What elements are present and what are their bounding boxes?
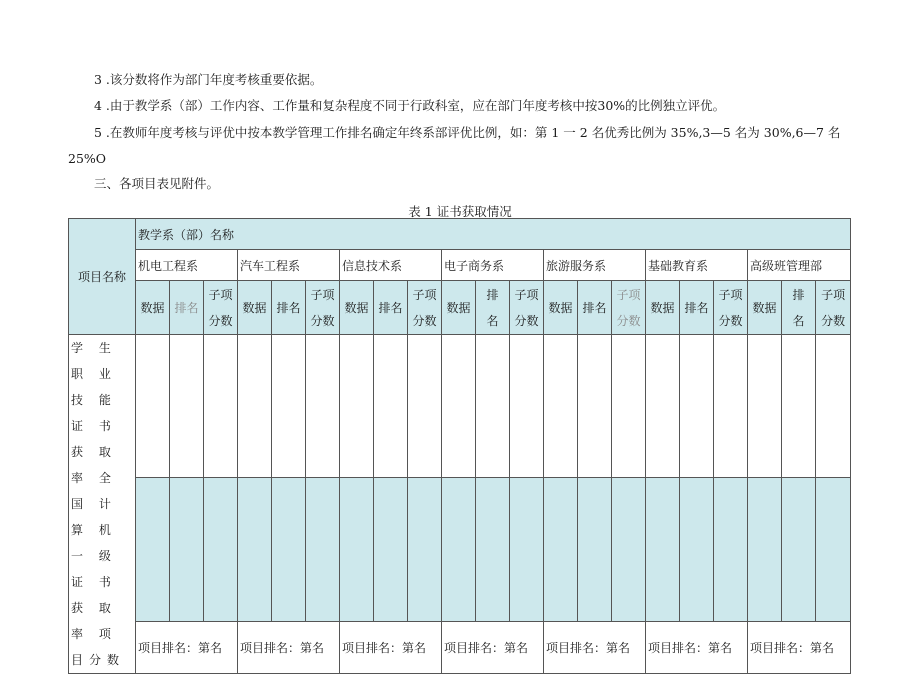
data-cell[interactable] xyxy=(136,335,170,478)
data-cell[interactable] xyxy=(578,478,612,621)
data-cell[interactable] xyxy=(816,335,851,478)
data-cell[interactable] xyxy=(272,335,306,478)
data-cell[interactable] xyxy=(646,335,680,478)
data-cell[interactable] xyxy=(170,478,204,621)
subheader-score: 子项 分数 xyxy=(714,281,748,335)
data-cell[interactable] xyxy=(782,478,816,621)
data-cell[interactable] xyxy=(136,478,170,621)
paragraph-5-continued: 25%O xyxy=(68,151,107,166)
data-cell[interactable] xyxy=(238,335,272,478)
data-cell[interactable] xyxy=(408,478,442,621)
dept-header-lvyou: 旅游服务系 xyxy=(544,250,646,281)
subheader-score: 子项 分数 xyxy=(510,281,544,335)
data-cell[interactable] xyxy=(510,335,544,478)
dept-header-jidian: 机电工程系 xyxy=(136,250,238,281)
subheader-score: 子项 分数 xyxy=(306,281,340,335)
subheader-score: 子项 分数 xyxy=(612,281,646,335)
subheader-data: 数据 xyxy=(442,281,476,335)
subheader-score: 子项 分数 xyxy=(204,281,238,335)
data-cell[interactable] xyxy=(306,478,340,621)
table-caption: 表 1 证书获取情况 xyxy=(408,204,512,219)
paragraph-3: 3 .该分数将作为部门年度考核重要依据。 xyxy=(94,72,323,87)
paragraph-4: 4 .由于教学系（部）工作内容、工作量和复杂程度不同于行政科室，应在部门年度考核中按30%的比例独立评优。 xyxy=(94,98,726,113)
subheader-data: 数据 xyxy=(646,281,680,335)
row-label-certificate-rate: 学 生 职 业 技 能 证 书 获 取 率 全 国 计 算 机 一 级 证 书 获 取 率 项 目分数 xyxy=(69,335,136,674)
dept-name-header: 教学系（部）名称 xyxy=(136,219,851,250)
subheader-rank: 排 名 xyxy=(476,281,510,335)
data-cell[interactable] xyxy=(680,478,714,621)
data-cell[interactable] xyxy=(408,335,442,478)
data-cell[interactable] xyxy=(782,335,816,478)
project-rank-cell[interactable]: 项目排名：第名 xyxy=(238,621,340,673)
data-cell[interactable] xyxy=(204,335,238,478)
project-rank-cell[interactable]: 项目排名：第名 xyxy=(442,621,544,673)
project-rank-cell[interactable]: 项目排名：第名 xyxy=(544,621,646,673)
dept-header-xinxi: 信息技术系 xyxy=(340,250,442,281)
subheader-rank: 排名 xyxy=(578,281,612,335)
subheader-score: 子项 分数 xyxy=(816,281,851,335)
dept-header-qiche: 汽车工程系 xyxy=(238,250,340,281)
data-cell[interactable] xyxy=(442,478,476,621)
subheader-rank: 排名 xyxy=(170,281,204,335)
data-cell[interactable] xyxy=(238,478,272,621)
data-cell[interactable] xyxy=(476,335,510,478)
subheader-rank: 排名 xyxy=(680,281,714,335)
data-cell[interactable] xyxy=(714,335,748,478)
data-cell[interactable] xyxy=(272,478,306,621)
data-cell[interactable] xyxy=(340,478,374,621)
dept-header-jichu: 基础教育系 xyxy=(646,250,748,281)
subheader-rank: 排名 xyxy=(272,281,306,335)
data-cell[interactable] xyxy=(476,478,510,621)
data-cell[interactable] xyxy=(714,478,748,621)
subheader-rank: 排名 xyxy=(374,281,408,335)
data-cell[interactable] xyxy=(340,335,374,478)
data-cell[interactable] xyxy=(680,335,714,478)
subheader-data: 数据 xyxy=(340,281,374,335)
data-cell[interactable] xyxy=(578,335,612,478)
data-cell[interactable] xyxy=(170,335,204,478)
data-cell[interactable] xyxy=(612,478,646,621)
data-cell[interactable] xyxy=(544,478,578,621)
dept-header-gaoji: 高级班管理部 xyxy=(748,250,851,281)
data-cell[interactable] xyxy=(816,478,851,621)
data-cell[interactable] xyxy=(510,478,544,621)
subheader-score: 子项 分数 xyxy=(408,281,442,335)
subheader-data: 数据 xyxy=(136,281,170,335)
data-cell[interactable] xyxy=(544,335,578,478)
data-cell[interactable] xyxy=(646,478,680,621)
data-cell[interactable] xyxy=(612,335,646,478)
project-rank-cell[interactable]: 项目排名：第名 xyxy=(748,621,851,673)
data-cell[interactable] xyxy=(204,478,238,621)
data-cell[interactable] xyxy=(442,335,476,478)
subheader-rank: 排 名 xyxy=(782,281,816,335)
certificate-table xyxy=(68,218,851,674)
project-rank-cell[interactable]: 项目排名：第名 xyxy=(646,621,748,673)
subheader-data: 数据 xyxy=(238,281,272,335)
project-name-header: 项目名称 xyxy=(69,219,136,335)
dept-header-dianzi: 电子商务系 xyxy=(442,250,544,281)
data-cell[interactable] xyxy=(748,478,782,621)
subheader-data: 数据 xyxy=(544,281,578,335)
project-rank-cell[interactable]: 项目排名：第名 xyxy=(340,621,442,673)
section-three-heading: 三、各项目表见附件。 xyxy=(94,176,220,191)
project-rank-cell[interactable]: 项目排名：第名 xyxy=(136,621,238,673)
data-cell[interactable] xyxy=(748,335,782,478)
data-cell[interactable] xyxy=(374,335,408,478)
data-cell[interactable] xyxy=(306,335,340,478)
data-cell[interactable] xyxy=(374,478,408,621)
paragraph-5: 5 .在教师年度考核与评优中按本教学管理工作排名确定年终系部评优比例，如：第 1 一 2 名优秀比例为 35%,3—5 名为 30%,6—7 名 xyxy=(94,125,841,140)
subheader-data: 数据 xyxy=(748,281,782,335)
